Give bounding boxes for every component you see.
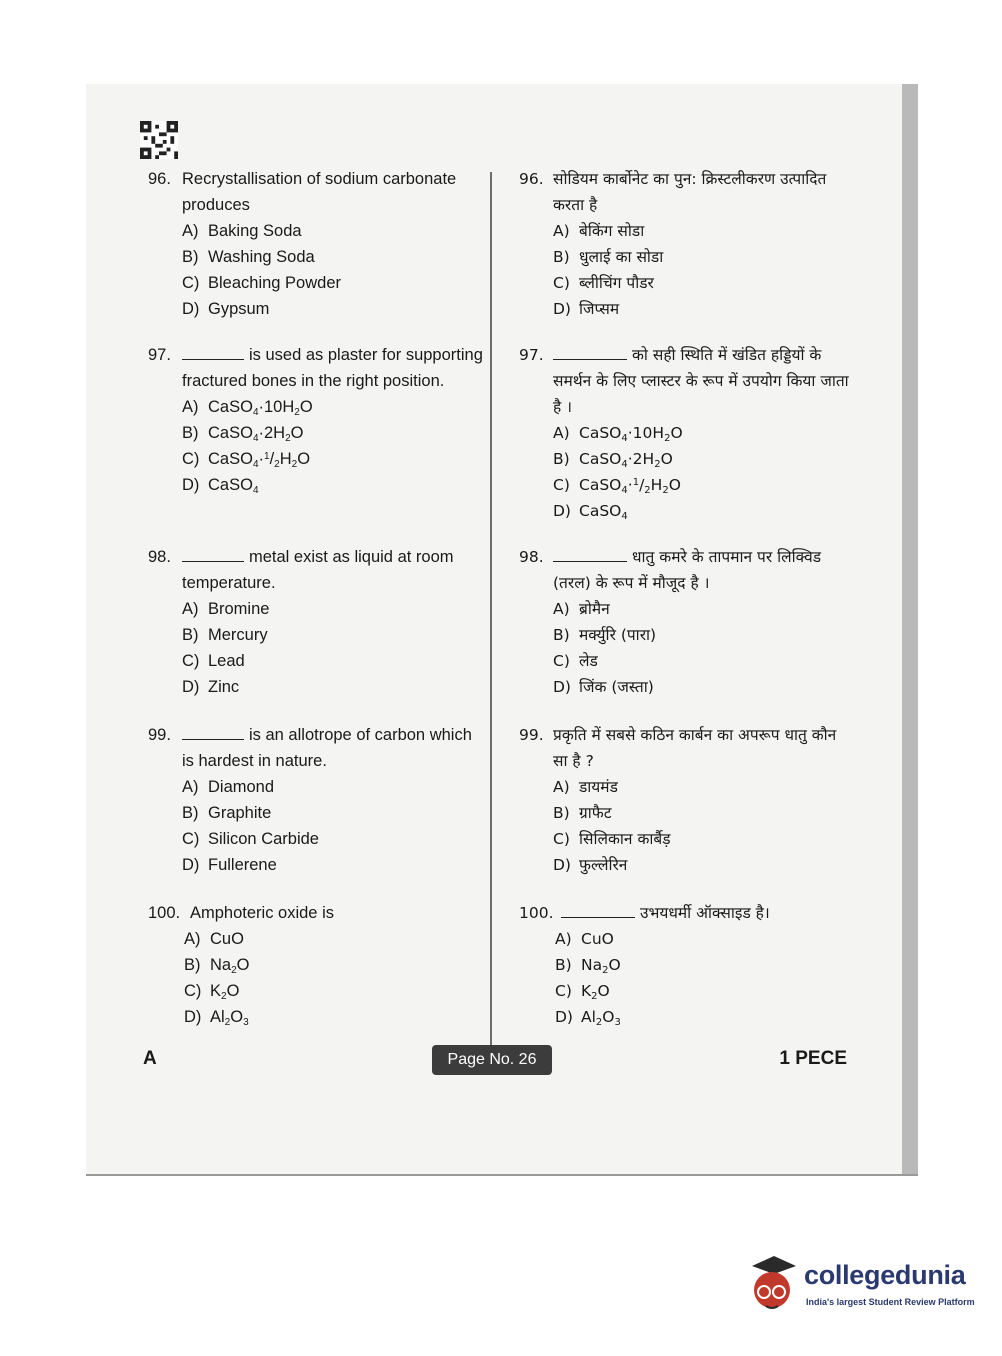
question-98 xyxy=(148,544,483,700)
option-a xyxy=(553,420,849,446)
option-label: A) xyxy=(553,424,570,442)
option-text: $Al_2O_3$ xyxy=(581,1008,621,1028)
question-number: 99. xyxy=(519,726,544,744)
question-97 xyxy=(148,342,483,498)
question-text: Recrystallisation of sodium carbonate produces xyxy=(182,170,457,214)
option-text: Lead xyxy=(208,652,245,670)
option-label: B) xyxy=(182,804,199,822)
option-a xyxy=(184,926,483,952)
option-label: D) xyxy=(553,678,571,696)
option-label: C) xyxy=(553,830,570,848)
option-d xyxy=(553,296,849,322)
option-b xyxy=(553,244,849,270)
option-b xyxy=(553,446,849,472)
fill-blank xyxy=(561,901,635,918)
question-text-wrap xyxy=(182,166,483,218)
option-label: C) xyxy=(182,830,200,848)
option-label: A) xyxy=(182,778,199,796)
option-text: Bleaching Powder xyxy=(208,274,341,292)
option-text: $CaSO_4\cdot 2H_2O$ xyxy=(579,450,673,470)
option-text: डायमंड xyxy=(579,778,618,796)
option-label: D) xyxy=(555,1008,573,1026)
option-label: C) xyxy=(182,274,200,292)
question-text: metal exist as liquid at room temperature. xyxy=(182,548,454,592)
option-label: A) xyxy=(182,600,199,618)
question-text-wrap xyxy=(561,900,849,926)
question-text: उभयधर्मी ऑक्साइड है। xyxy=(640,904,770,922)
question-text-wrap xyxy=(553,342,849,420)
question-100 xyxy=(148,900,483,1030)
option-label: B) xyxy=(553,450,570,468)
option-text: $CaSO_4\cdot 10H_2O$ xyxy=(579,424,683,444)
option-text: सिलिकान कार्बैड़ xyxy=(579,830,671,848)
option-text: ग्राफैट xyxy=(579,804,612,822)
question-96 xyxy=(519,166,849,322)
option-d xyxy=(553,674,849,700)
qr-code-icon xyxy=(139,121,179,159)
option-label: B) xyxy=(182,626,199,644)
brand-name: collegedunia xyxy=(804,1260,966,1290)
option-b xyxy=(553,800,849,826)
question-text-wrap xyxy=(190,900,483,926)
option-a xyxy=(555,926,849,952)
option-text: $K_2O$ xyxy=(581,982,610,1002)
column-divider xyxy=(490,172,492,1050)
option-text: $CaSO_4\cdot 10H_2O$ xyxy=(208,398,313,418)
option-b xyxy=(182,420,483,446)
question-text: को सही स्थिति में खंडित हड्डियों के समर्थन के लिए प्लास्टर के रूप में उपयोग किया जाता है । xyxy=(553,346,849,416)
option-label: D) xyxy=(182,856,200,874)
question-99 xyxy=(148,722,483,878)
option-text: CuO xyxy=(210,930,244,948)
option-text: CaSO$_4$ xyxy=(208,476,259,496)
option-c xyxy=(553,826,849,852)
question-99 xyxy=(519,722,849,878)
question-text: प्रकृति में सबसे कठिन कार्बन का अपरूप धातु कौन सा है ? xyxy=(553,726,837,770)
option-label: C) xyxy=(184,982,202,1000)
fill-blank xyxy=(553,343,627,360)
question-text: Amphoteric oxide is xyxy=(190,904,334,922)
question-text: धातु कमरे के तापमान पर लिक्विड (तरल) के रूप में मौजूद है । xyxy=(553,548,822,592)
option-a xyxy=(553,774,849,800)
option-label: C) xyxy=(555,982,572,1000)
option-a xyxy=(553,218,849,244)
brand-tagline: India's largest Student Review Platform xyxy=(806,1297,975,1307)
option-text: CaSO$_4$ xyxy=(579,502,628,522)
option-text: $CaSO_4\cdot^1/_2H_2O$ xyxy=(208,450,311,470)
option-text: Fullerene xyxy=(208,856,277,874)
option-text: $CaSO_4\cdot 2H_2O$ xyxy=(208,424,304,444)
option-b xyxy=(555,952,849,978)
option-label: B) xyxy=(184,956,201,974)
question-number: 98. xyxy=(519,548,544,566)
fill-blank xyxy=(182,545,244,562)
option-text: ब्लीचिंग पौडर xyxy=(579,274,654,292)
option-text: $Na_2O$ xyxy=(210,956,250,976)
question-number: 96. xyxy=(148,170,171,188)
option-text: Washing Soda xyxy=(208,248,315,266)
option-c xyxy=(553,648,849,674)
option-text: Silicon Carbide xyxy=(208,830,319,848)
option-label: A) xyxy=(182,398,199,416)
option-c xyxy=(182,648,483,674)
question-number: 97. xyxy=(148,346,171,364)
option-label: D) xyxy=(184,1008,202,1026)
option-label: C) xyxy=(182,652,200,670)
question-text: सोडियम कार्बोनेट का पुन: क्रिस्टलीकरण उत्पादित करता है xyxy=(553,170,827,214)
option-text: $Na_2O$ xyxy=(581,956,621,976)
question-number: 98. xyxy=(148,548,171,566)
option-c xyxy=(182,270,483,296)
option-d xyxy=(553,498,849,524)
option-label: C) xyxy=(553,476,570,494)
option-label: D) xyxy=(553,300,571,318)
option-text: Gypsum xyxy=(208,300,270,318)
question-number: 96. xyxy=(519,170,544,188)
option-text: बेकिंग सोडा xyxy=(579,222,645,240)
question-text: is used as plaster for supporting fractured bones in the right position. xyxy=(182,346,483,390)
option-b xyxy=(182,622,483,648)
question-number: 100. xyxy=(519,904,554,922)
option-label: D) xyxy=(553,856,571,874)
question-98 xyxy=(519,544,849,700)
option-text: मर्क्युरि (पारा) xyxy=(579,626,657,644)
option-label: A) xyxy=(553,222,570,240)
option-b xyxy=(182,244,483,270)
option-text: Diamond xyxy=(208,778,275,796)
option-a xyxy=(182,394,483,420)
option-text: Baking Soda xyxy=(208,222,302,240)
option-label: D) xyxy=(182,476,200,494)
option-a xyxy=(553,596,849,622)
option-label: C) xyxy=(553,652,570,670)
option-label: C) xyxy=(553,274,570,292)
fill-blank xyxy=(553,545,627,562)
option-d xyxy=(555,1004,849,1030)
option-text: फुल्लेरिन xyxy=(579,856,628,874)
option-label: B) xyxy=(553,626,570,644)
option-d xyxy=(182,472,483,498)
set-code: A xyxy=(143,1048,157,1069)
option-label: D) xyxy=(553,502,571,520)
fill-blank xyxy=(182,343,244,360)
option-label: B) xyxy=(182,424,199,442)
option-c xyxy=(555,978,849,1004)
option-text: Mercury xyxy=(208,626,268,644)
option-d xyxy=(184,1004,483,1030)
option-b xyxy=(182,800,483,826)
option-c xyxy=(184,978,483,1004)
question-number: 100. xyxy=(148,904,181,922)
page-number-badge: Page No. 26 xyxy=(432,1045,552,1075)
page-edge xyxy=(86,1174,918,1176)
option-d xyxy=(182,296,483,322)
option-a xyxy=(182,774,483,800)
option-label: B) xyxy=(553,248,570,266)
option-label: C) xyxy=(182,450,200,468)
question-100 xyxy=(519,900,849,1030)
question-text: is an allotrope of carbon which is hardest in nature. xyxy=(182,726,472,770)
option-label: A) xyxy=(553,778,570,796)
option-text: Graphite xyxy=(208,804,272,822)
option-a xyxy=(182,218,483,244)
option-text: Zinc xyxy=(208,678,240,696)
question-97 xyxy=(519,342,849,524)
question-text-wrap xyxy=(553,166,849,218)
option-d xyxy=(182,674,483,700)
option-c xyxy=(553,270,849,296)
question-text-wrap xyxy=(182,722,483,774)
option-a xyxy=(182,596,483,622)
option-b xyxy=(553,622,849,648)
option-text: लेड xyxy=(579,652,598,670)
option-text: जिप्सम xyxy=(579,300,620,318)
question-number: 99. xyxy=(148,726,171,744)
option-text: $K_2O$ xyxy=(210,982,240,1002)
option-text: धुलाई का सोडा xyxy=(579,248,664,266)
paper-code: 1 PECE xyxy=(779,1048,847,1069)
option-text: $CaSO_4\cdot^1/_2H_2O$ xyxy=(579,476,681,496)
option-label: A) xyxy=(182,222,199,240)
option-c xyxy=(182,826,483,852)
option-text: CuO xyxy=(581,930,614,948)
option-b xyxy=(184,952,483,978)
question-text-wrap xyxy=(182,544,483,596)
fill-blank xyxy=(182,723,244,740)
option-d xyxy=(182,852,483,878)
question-96 xyxy=(148,166,483,322)
question-text-wrap xyxy=(553,722,849,774)
option-c xyxy=(182,446,483,472)
question-number: 97. xyxy=(519,346,544,364)
option-label: A) xyxy=(555,930,572,948)
option-label: B) xyxy=(555,956,572,974)
question-text-wrap xyxy=(182,342,483,394)
option-text: Bromine xyxy=(208,600,270,618)
option-label: B) xyxy=(553,804,570,822)
option-label: B) xyxy=(182,248,199,266)
option-label: A) xyxy=(184,930,201,948)
question-text-wrap xyxy=(553,544,849,596)
option-text: जिंक (जस्ता) xyxy=(579,678,654,696)
option-d xyxy=(553,852,849,878)
option-text: ब्रोमैन xyxy=(579,600,610,618)
option-c xyxy=(553,472,849,498)
option-text: $Al_2O_3$ xyxy=(210,1008,249,1028)
option-label: D) xyxy=(182,678,200,696)
option-label: A) xyxy=(553,600,570,618)
option-label: D) xyxy=(182,300,200,318)
